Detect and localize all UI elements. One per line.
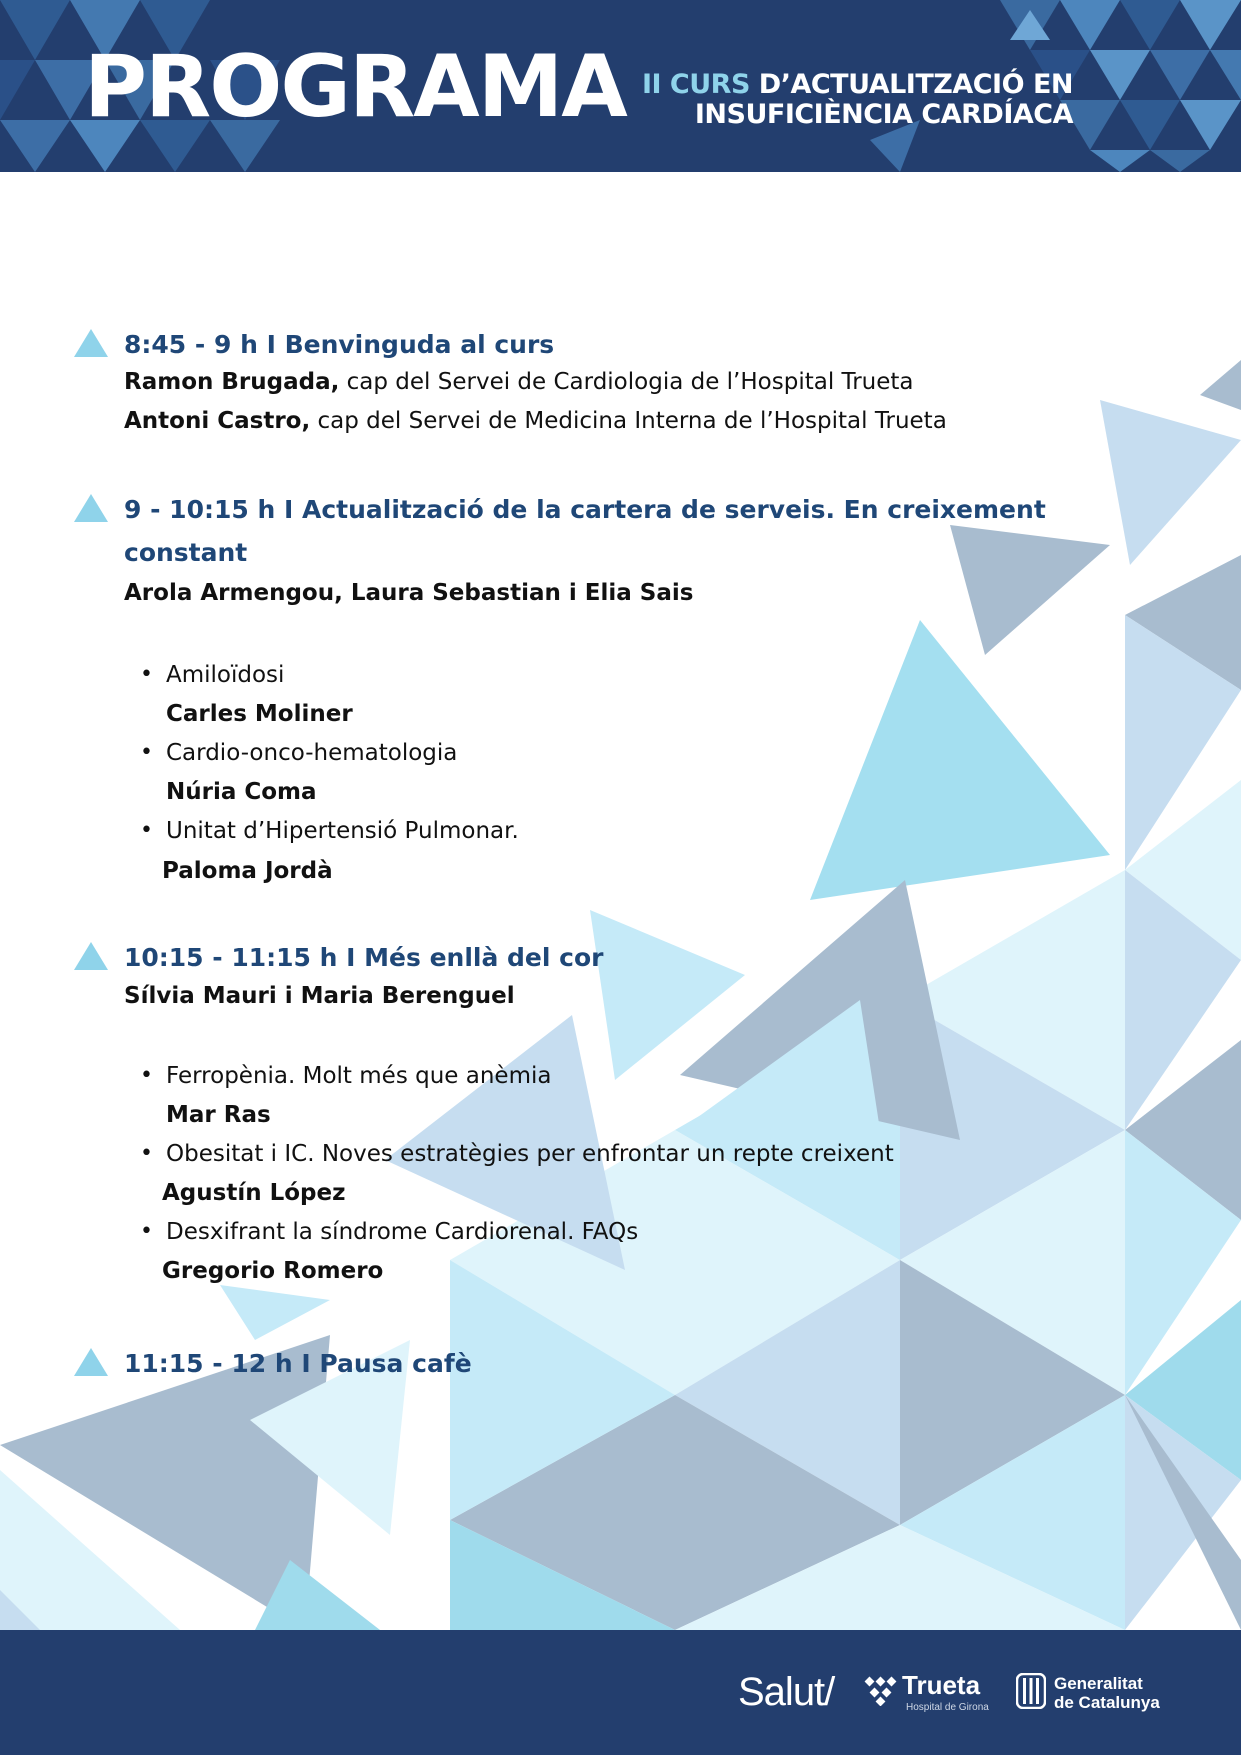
page-footer	[0, 1630, 1241, 1755]
section-heading: 9 - 10:15 h I Actualització de la cartera de serveis. En creixement	[124, 495, 1046, 524]
generalitat-line1: Generalitat	[1054, 1674, 1143, 1693]
generalitat-logo-text	[1054, 1674, 1160, 1712]
topic-item: • Cardio-onco-hematologia	[166, 738, 457, 768]
topic-speaker	[162, 1178, 346, 1208]
salut-logo: Salut/	[738, 1670, 835, 1714]
page-title: PROGRAMA	[84, 37, 626, 137]
generalitat-line2: de Catalunya	[1054, 1693, 1160, 1712]
section-heading: 10:15 - 11:15 h I Més enllà del cor	[124, 943, 604, 972]
topic-item: • Unitat d’Hipertensió Pulmonar.	[166, 816, 519, 846]
course-title-line2: INSUFICIÈNCIA CARDÍACA	[694, 99, 1073, 130]
topic-item: • Obesitat i IC. Noves estratègies per enfrontar un repte creixent	[166, 1139, 894, 1169]
trueta-logo-text: Trueta	[902, 1670, 981, 1700]
topic-item: • Amiloïdosi	[166, 660, 284, 690]
topic-speaker-name: Carles Moliner	[166, 701, 353, 727]
speakers-line	[124, 578, 693, 608]
topic-speaker-name: Gregorio Romero	[162, 1258, 384, 1284]
triangle-bullet-icon	[74, 494, 108, 522]
speaker-role: cap del Servei de Cardiologia de l’Hospital Trueta	[339, 369, 914, 395]
topic-speaker-name: Mar Ras	[166, 1102, 271, 1128]
generalitat-logo-icon	[1016, 1673, 1046, 1709]
course-title	[642, 70, 1073, 130]
speaker-name: Antoni Castro,	[124, 408, 311, 434]
section-heading: 11:15 - 12 h I Pausa cafè	[124, 1349, 472, 1378]
topic-speaker	[166, 777, 317, 807]
topic-speaker	[166, 699, 353, 729]
topic-speaker-name: Paloma Jordà	[162, 858, 333, 884]
section-heading: 8:45 - 9 h I Benvinguda al curs	[124, 330, 555, 359]
triangle-bullet-icon	[74, 942, 108, 970]
page-header	[0, 0, 1241, 172]
course-title-line1: D’ACTUALITZACIÓ EN	[749, 69, 1073, 100]
trueta-logo-subtitle: Hospital de Girona	[906, 1702, 989, 1713]
topic-speaker	[162, 856, 333, 886]
topic-speaker	[166, 1100, 271, 1130]
speaker-role: cap del Servei de Medicina Interna de l’Hospital Trueta	[310, 408, 947, 434]
triangle-bullet-icon	[74, 329, 108, 357]
speaker-line	[124, 406, 947, 436]
triangle-bullet-icon	[74, 1348, 108, 1376]
trueta-logo-icon	[864, 1672, 898, 1706]
topic-speaker-name: Agustín López	[162, 1180, 346, 1206]
speakers-line	[124, 981, 515, 1011]
topic-item: • Desxifrant la síndrome Cardiorenal. FAQs	[166, 1217, 638, 1247]
speakers-names: Arola Armengou, Laura Sebastian i Elia Sais	[124, 580, 694, 606]
speakers-names: Sílvia Mauri i Maria Berenguel	[124, 983, 515, 1009]
speaker-line	[124, 367, 914, 397]
topic-speaker	[162, 1256, 383, 1286]
topic-item: • Ferropènia. Molt més que anèmia	[166, 1061, 551, 1091]
topic-speaker-name: Núria Coma	[166, 779, 317, 805]
section-heading-continued: constant	[124, 538, 248, 567]
course-edition: II CURS	[641, 69, 750, 100]
speaker-name: Ramon Brugada,	[124, 369, 340, 395]
